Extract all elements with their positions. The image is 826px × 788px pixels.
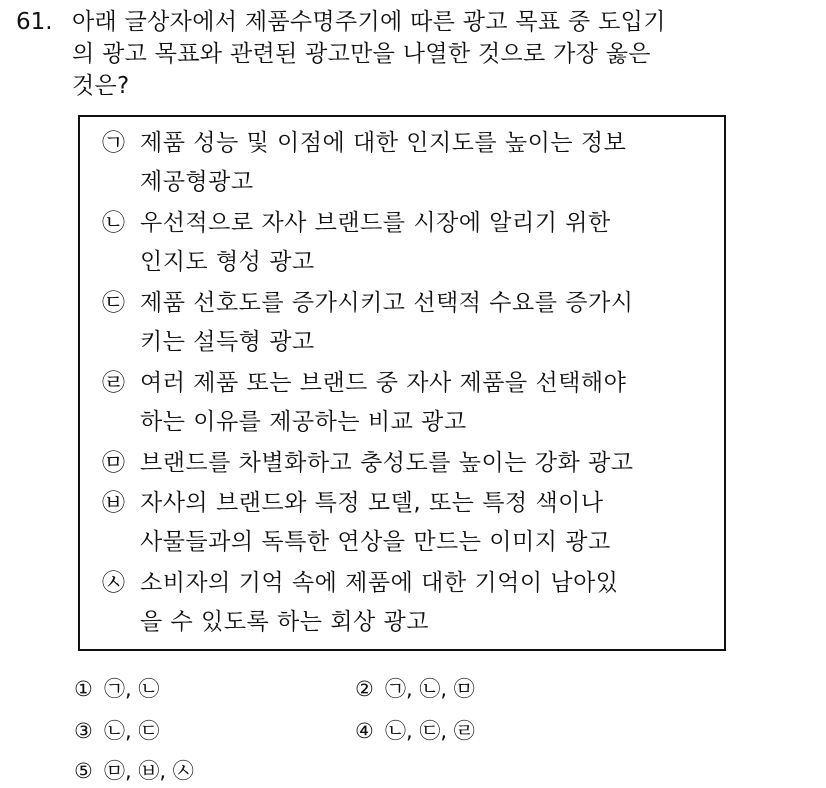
item-text-line: 하는 이유를 제공하는 비교 광고: [140, 409, 467, 435]
item-text-line: 소비자의 기억 속에 제품에 대한 기억이 남아있: [140, 570, 619, 596]
choice-number: ③: [74, 719, 93, 743]
choice-number: ②: [355, 677, 374, 701]
item-text-line: 브랜드를 차별화하고 충성도를 높이는 강화 광고: [140, 450, 634, 476]
choice-number: ④: [355, 719, 374, 743]
item-text-line: 사물들과의 독특한 연상을 만드는 이미지 광고: [140, 529, 611, 555]
item-marker: ㉥: [102, 490, 125, 516]
item-marker: ㉣: [102, 370, 125, 396]
choice-1[interactable]: [74, 674, 159, 704]
item-marker: ㉦: [102, 570, 125, 596]
item-text-line: 키는 설득형 광고: [140, 329, 315, 355]
choice-text: ㉡, ㉢, ㉣: [385, 719, 475, 743]
item-text-line: 제공형광고: [140, 169, 254, 195]
question-text-line: 아래 글상자에서 제품수명주기에 따른 광고 목표 중 도입기: [72, 9, 666, 35]
item-text-line: 제품 선호도를 증가시키고 선택적 수요를 증가시: [140, 290, 634, 316]
choice-5[interactable]: [74, 756, 194, 786]
choice-number: ①: [74, 677, 93, 701]
choice-text: ㉤, ㉥, ㉦: [104, 759, 194, 783]
item-text-line: 인지도 형성 광고: [140, 249, 315, 275]
item-text-line: 자사의 브랜드와 특정 모델, 또는 특정 색이나: [140, 490, 604, 516]
choice-4[interactable]: [355, 716, 475, 746]
choice-3[interactable]: [74, 716, 159, 746]
item-text-line: 우선적으로 자사 브랜드를 시장에 알리기 위한: [140, 210, 611, 236]
choice-text: ㉠, ㉡: [104, 677, 160, 701]
choice-text: ㉡, ㉢: [104, 719, 160, 743]
item-marker: ㉠: [102, 130, 125, 156]
choice-text: ㉠, ㉡, ㉤: [385, 677, 475, 701]
choice-number: ⑤: [74, 759, 93, 783]
item-marker: ㉡: [102, 210, 125, 236]
item-marker: ㉢: [102, 290, 125, 316]
question-number: 61.: [16, 9, 53, 35]
item-text-line: 여러 제품 또는 브랜드 중 자사 제품을 선택해야: [140, 370, 627, 396]
item-marker: ㉤: [102, 450, 125, 476]
question-text-line: 의 광고 목표와 관련된 광고만을 나열한 것으로 가장 옳은: [72, 41, 651, 67]
choice-2[interactable]: [355, 674, 475, 704]
item-text-line: 을 수 있도록 하는 회상 광고: [140, 609, 429, 635]
item-text-line: 제품 성능 및 이점에 대한 인지도를 높이는 정보: [140, 130, 627, 156]
question-text-line: 것은?: [72, 73, 130, 99]
